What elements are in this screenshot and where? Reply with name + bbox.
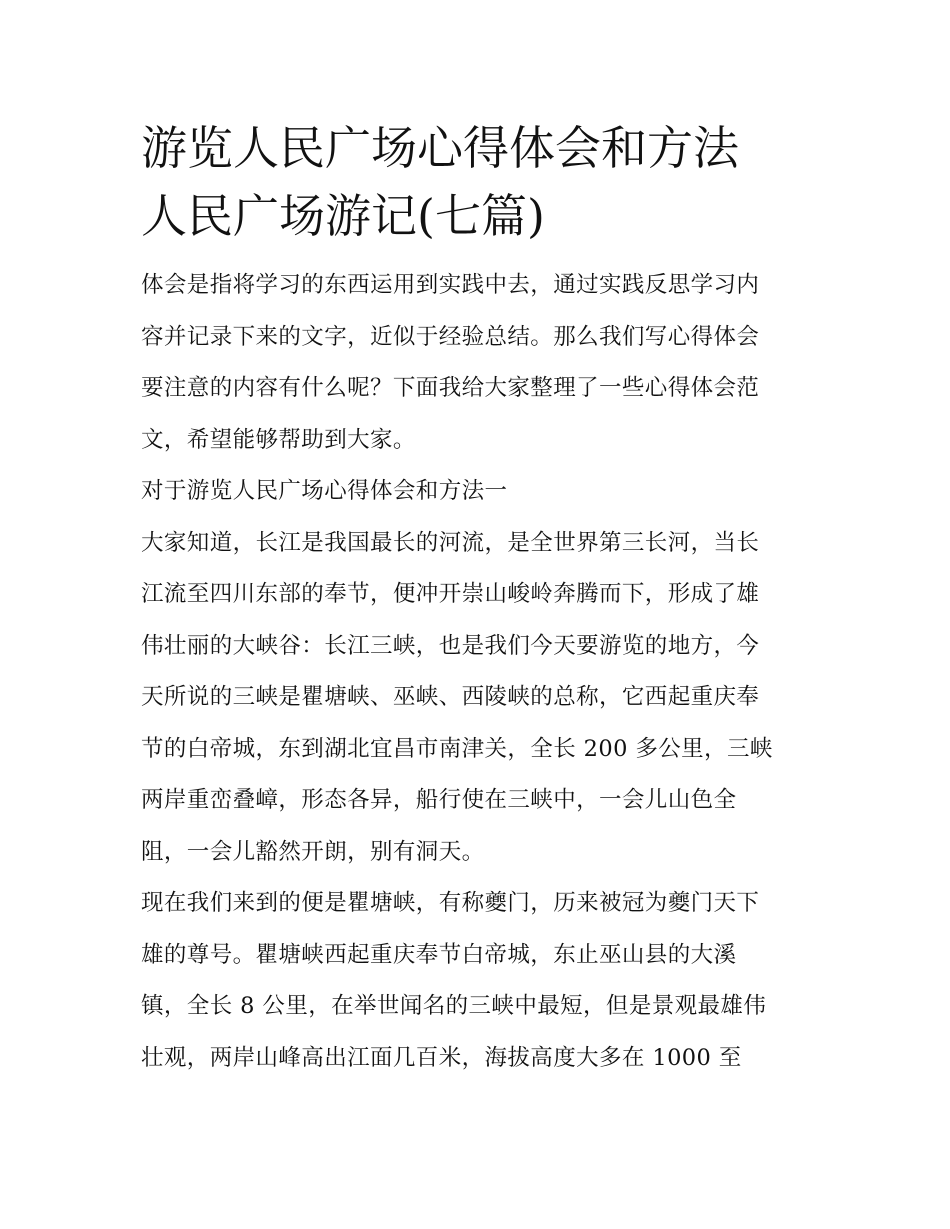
paragraph-line: 阻，一会儿豁然开朗，别有洞天。 (141, 838, 485, 865)
paragraph-line: 壮观，两岸山峰高出江面几百米，海拔高度大多在 1000 至 (141, 1044, 742, 1071)
intro-line: 要注意的内容有什么呢？下面我给大家整理了一些心得体会范 (141, 375, 760, 401)
paragraph-line: 大家知道，长江是我国最长的河流，是全世界第三长河，当长 (141, 529, 760, 556)
paragraph-line: 节的白帝城，东到湖北宜昌市南津关，全长 200 多公里，三峡 (141, 735, 773, 762)
document-title (141, 114, 821, 250)
intro-line: 体会是指将学习的东西运用到实践中去，通过实践反思学习内 (141, 272, 760, 298)
paragraph-line: 伟壮丽的大峡谷：长江三峡，也是我们今天要游览的地方，今 (141, 632, 760, 659)
document-body (141, 260, 821, 1084)
paragraph-line: 镇，全长 8 公里，在举世闻名的三峡中最短，但是景观最雄伟 (141, 993, 767, 1019)
paragraph-line: 天所说的三峡是瞿塘峡、巫峡、西陵峡的总称，它西起重庆奉 (141, 684, 760, 710)
title-line-2: 人民广场游记(七篇) (141, 189, 545, 243)
paragraph-line: 两岸重峦叠嶂，形态各异，船行使在三峡中，一会儿山色全 (141, 787, 737, 813)
document-content (141, 114, 821, 1084)
title-line-1: 游览人民广场心得体会和方法 (141, 121, 739, 175)
intro-line: 文，希望能够帮助到大家。 (141, 426, 416, 453)
paragraph-line: 江流至四川东部的奉节，便冲开崇山峻岭奔腾而下，形成了雄 (141, 581, 760, 607)
section-heading: 对于游览人民广场心得体会和方法一 (141, 478, 508, 504)
intro-line: 容并记录下来的文字，近似于经验总结。那么我们写心得体会 (141, 323, 760, 350)
paragraph-line: 现在我们来到的便是瞿塘峡，有称夔门，历来被冠为夔门天下 (141, 890, 760, 916)
paragraph-line: 雄的尊号。瞿塘峡西起重庆奉节白帝城，东止巫山县的大溪 (141, 941, 737, 968)
